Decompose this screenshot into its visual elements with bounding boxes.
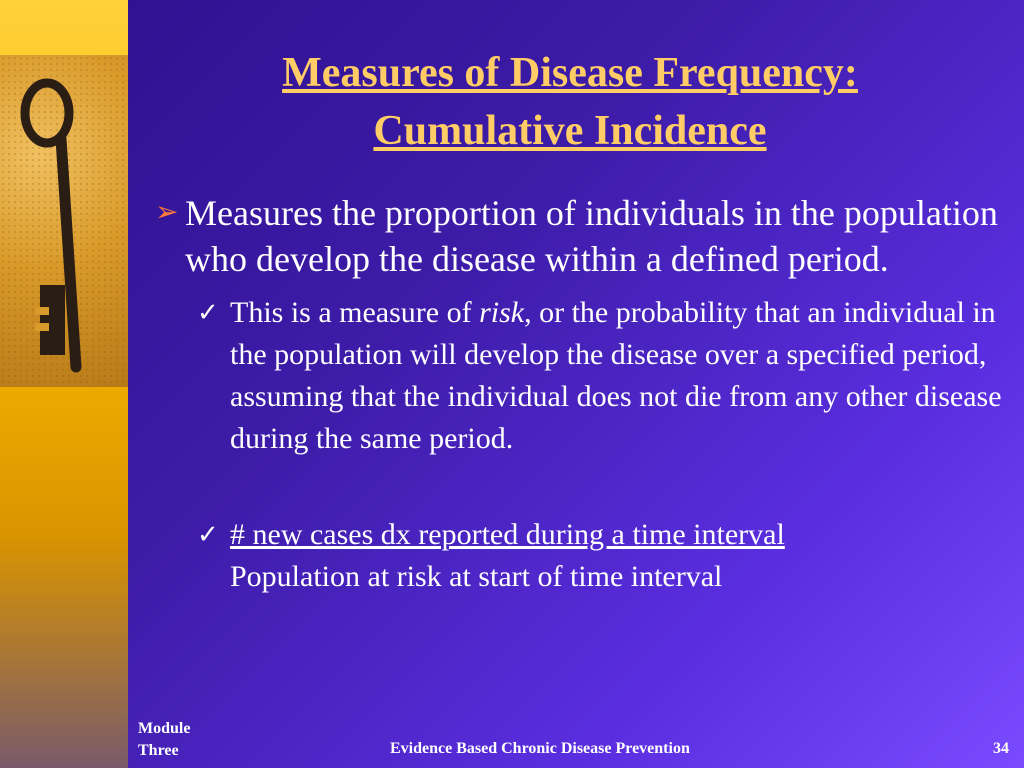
- sub1-text-after: , or the probability that an individual in the population will develop the disease over a specified period, assuming that the individual does not die from any other disease during the same period.: [230, 296, 1002, 455]
- checkmark-icon: ✓: [197, 520, 219, 549]
- title-line-2: Cumulative Incidence: [373, 108, 767, 154]
- antique-key-icon: [0, 55, 128, 387]
- formula-denominator: Population at risk at start of time interval: [230, 560, 723, 593]
- key-photo: [0, 55, 128, 387]
- footer-title: Evidence Based Chronic Disease Prevention: [390, 740, 690, 757]
- main-bullet-text: Measures the proportion of individuals in the population who develop the disease within a defined period.: [185, 193, 998, 279]
- footer-module: [138, 718, 218, 762]
- slide-title: [150, 44, 990, 160]
- formula-numerator: # new cases dx reported during a time interval: [230, 518, 785, 551]
- checkmark-icon: ✓: [197, 298, 219, 327]
- footer: [0, 716, 1024, 768]
- module-line-2: Three: [138, 742, 179, 759]
- module-line-1: Module: [138, 720, 191, 737]
- sub1-italic-word: risk: [479, 296, 525, 329]
- sub-bullet-formula: [145, 514, 1005, 598]
- title-line-1: Measures of Disease Frequency:: [282, 50, 858, 96]
- sub1-text-before: This is a measure of: [230, 296, 480, 329]
- content: [145, 190, 1005, 598]
- main-bullet: [145, 190, 1005, 282]
- arrow-right-icon: ➢: [155, 197, 179, 228]
- page-number: 34: [993, 740, 1009, 757]
- sub-bullet-risk: [145, 292, 1005, 460]
